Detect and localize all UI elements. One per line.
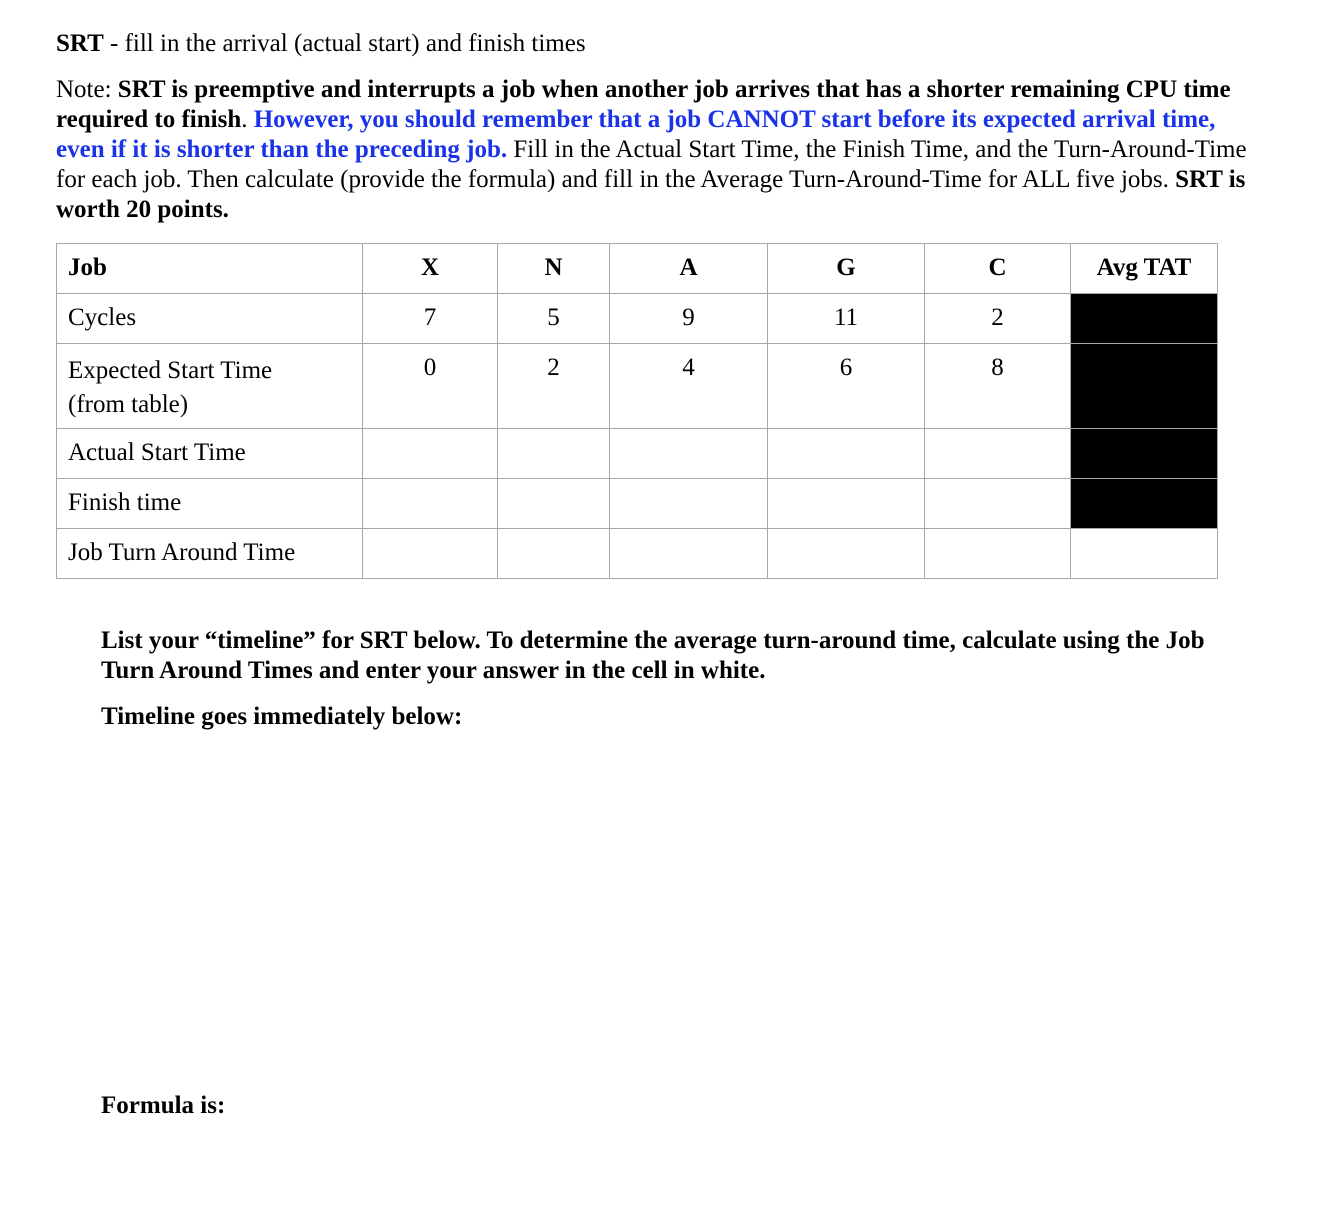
table-row-expected-start: [57, 344, 1218, 429]
actual-start-cell-x[interactable]: [363, 429, 498, 479]
timeline-label: Timeline goes immediately below:: [101, 703, 463, 730]
turnaround-cell-g[interactable]: [768, 529, 925, 579]
instructions-note: [56, 75, 1256, 225]
job-header-x: X: [363, 244, 498, 294]
actual-start-cell-n[interactable]: [498, 429, 610, 479]
avg-tat-header: Avg TAT: [1071, 244, 1218, 294]
expected-g: 6: [768, 344, 925, 429]
finish-time-cell-a[interactable]: [610, 479, 768, 529]
table-row-actual-start: [57, 429, 1218, 479]
blocked-cell: [1071, 429, 1218, 479]
timeline-instructions: List your “timeline” for SRT below. To determine the average turn-around time, calculate using the Job Turn Around Times and enter your answer in the cell in white.: [101, 627, 1205, 684]
note-blue-text: However, you should remember that a job CANNOT start before its expected arrival time, even if it is shorter than the preceding job.: [56, 106, 1216, 163]
cycles-g: 11: [768, 294, 925, 344]
avg-tat-answer-cell[interactable]: [1071, 529, 1218, 579]
job-header-g: G: [768, 244, 925, 294]
table-row-turnaround: [57, 529, 1218, 579]
cycles-c: 2: [925, 294, 1071, 344]
cycles-a: 9: [610, 294, 768, 344]
blocked-cell: [1071, 344, 1218, 429]
blocked-cell: [1071, 294, 1218, 344]
expected-a: 4: [610, 344, 768, 429]
cycles-label: Cycles: [57, 294, 363, 344]
turnaround-cell-c[interactable]: [925, 529, 1071, 579]
heading-rest: - fill in the arrival (actual start) and finish times: [103, 30, 586, 57]
expected-x: 0: [363, 344, 498, 429]
expected-start-label-line1: Expected Start Time: [68, 357, 273, 384]
expected-c: 8: [925, 344, 1071, 429]
srt-job-table: [56, 243, 1218, 579]
heading-bold: SRT: [56, 30, 104, 57]
actual-start-label: Actual Start Time: [57, 429, 363, 479]
turnaround-cell-a[interactable]: [610, 529, 768, 579]
note-prefix: Note:: [56, 76, 112, 103]
finish-time-cell-x[interactable]: [363, 479, 498, 529]
actual-start-cell-g[interactable]: [768, 429, 925, 479]
note-period: .: [241, 106, 248, 133]
finish-time-cell-g[interactable]: [768, 479, 925, 529]
note-points-text: SRT is worth 20 points.: [56, 166, 1246, 223]
finish-time-label: Finish time: [57, 479, 363, 529]
note-plain-text: Fill in the Actual Start Time, the Finish Time, and the Turn-Around-Time for each job. Then calculate (provide the formula) and fill in the Average Turn-Around-Time for ALL five jobs.: [56, 136, 1247, 193]
job-header-a: A: [610, 244, 768, 294]
actual-start-cell-a[interactable]: [610, 429, 768, 479]
expected-start-label-line2: (from table): [68, 391, 189, 418]
table-row-finish-time: [57, 479, 1218, 529]
actual-start-cell-c[interactable]: [925, 429, 1071, 479]
turnaround-cell-n[interactable]: [498, 529, 610, 579]
finish-time-cell-c[interactable]: [925, 479, 1071, 529]
job-header-c: C: [925, 244, 1071, 294]
blocked-cell: [1071, 479, 1218, 529]
expected-start-label: [57, 344, 363, 429]
header-job-label: Job: [57, 244, 363, 294]
finish-time-cell-n[interactable]: [498, 479, 610, 529]
cycles-n: 5: [498, 294, 610, 344]
cycles-x: 7: [363, 294, 498, 344]
page-heading: [56, 28, 586, 60]
turnaround-label: Job Turn Around Time: [57, 529, 363, 579]
formula-label: Formula is:: [101, 1092, 226, 1119]
table-row-cycles: [57, 294, 1218, 344]
job-header-n: N: [498, 244, 610, 294]
turnaround-cell-x[interactable]: [363, 529, 498, 579]
expected-n: 2: [498, 344, 610, 429]
note-bold-text: SRT is preemptive and interrupts a job when another job arrives that has a shorter remaining CPU time required to finish: [56, 76, 1231, 133]
table-header-row: [57, 244, 1218, 294]
